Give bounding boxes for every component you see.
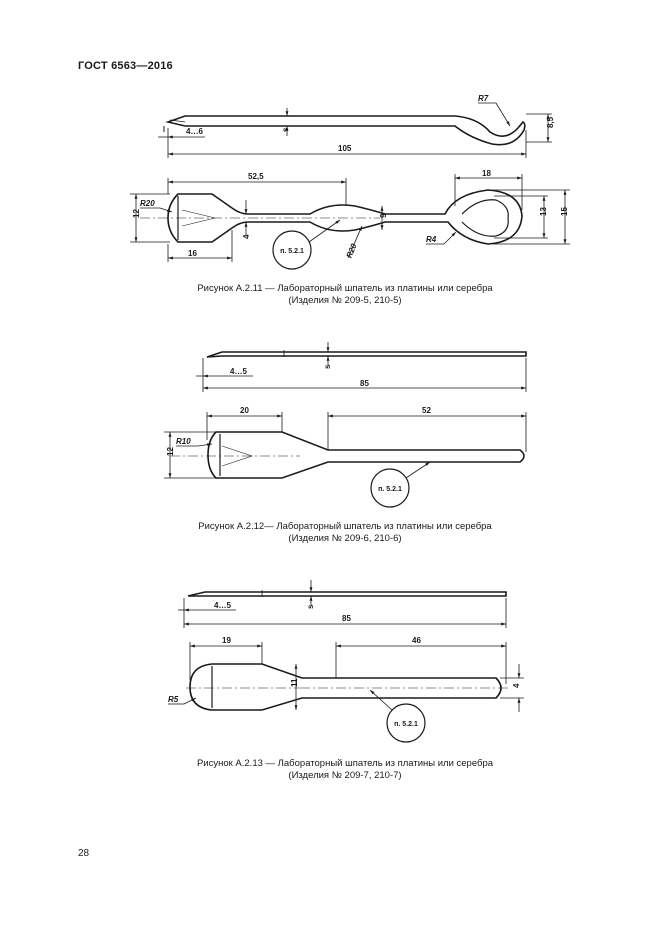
figure-caption-a-2-13: [130, 758, 560, 782]
caption-title: Рисунок А.2.11 — Лабораторный шпатель из платины или серебра: [197, 283, 493, 294]
fig3-plan-view: [168, 642, 524, 742]
caption-products: (Изделия № 209-7, 210-7): [288, 770, 402, 781]
page-number: 28: [78, 848, 90, 859]
fig1-dim-mid-radius: R20: [344, 242, 359, 260]
fig2-dim-handle-length: 52: [422, 406, 431, 415]
fig1-dim-thickness: s: [281, 127, 290, 132]
fig1-side-view: [158, 103, 552, 158]
caption-title: Рисунок А.2.13 — Лабораторный шпатель из платины или серебра: [196, 758, 494, 769]
fig1-dim-to-waist: 52,5: [248, 172, 264, 181]
document-header: ГОСТ 6563—2016: [78, 60, 173, 72]
figure-caption-a-2-11: [130, 283, 560, 307]
fig1-dim-ring-inner: 13: [539, 207, 548, 216]
figure-caption-a-2-12: [130, 521, 560, 545]
fig3-dim-bevel: 4…5: [214, 601, 231, 610]
fig3-dim-handle-length: 46: [412, 636, 421, 645]
fig1-dim-blade-length: 16: [188, 249, 197, 258]
fig2-dim-length: 85: [360, 379, 369, 388]
caption-products: (Изделия № 209-5, 210-5): [288, 295, 402, 306]
fig1-dim-tip-radius: R7: [478, 94, 489, 103]
fig1-dim-blade-radius: R20: [140, 199, 155, 208]
fig1-dim-length: 105: [338, 144, 352, 153]
fig3-dim-handle-width: 4: [512, 683, 521, 688]
fig1-dim-ring-radius: R4: [426, 235, 437, 244]
fig2-dim-blade-width: 12: [166, 447, 175, 456]
fig3-dim-blade-radius: R5: [168, 695, 179, 704]
fig1-note: п. 5.2.1: [280, 248, 304, 255]
fig1-dim-mid: 9: [379, 213, 388, 218]
fig1-dim-bevel: 4…6: [186, 127, 203, 136]
fig3-note: п. 5.2.1: [394, 721, 418, 728]
fig3-dim-length: 85: [342, 614, 351, 623]
fig1-dim-tip-height: 8,5: [546, 116, 555, 128]
fig3-dim-blade-width: 11: [290, 678, 299, 687]
fig2-dim-bevel: 4…5: [230, 367, 247, 376]
fig3-dim-thickness: s: [306, 604, 315, 609]
fig2-dim-blade-length: 20: [240, 406, 249, 415]
fig1-dim-blade-width: 12: [132, 209, 141, 218]
caption-products: (Изделия № 209-6, 210-6): [288, 533, 402, 544]
caption-title: Рисунок А.2.12— Лабораторный шпатель из платины или серебра: [198, 521, 492, 532]
fig1-dim-ring-length: 18: [482, 169, 491, 178]
fig2-dim-blade-radius: R10: [176, 437, 191, 446]
figure-a-2-12-drawing: [164, 342, 526, 507]
fig2-plan-view: [164, 412, 526, 507]
fig3-dim-blade-length: 19: [222, 636, 231, 645]
fig1-dim-neck: 4: [242, 234, 251, 239]
fig1-dim-ring-outer: 15: [560, 207, 569, 216]
fig2-note: п. 5.2.1: [378, 486, 402, 493]
fig2-dim-thickness: s: [323, 364, 332, 369]
